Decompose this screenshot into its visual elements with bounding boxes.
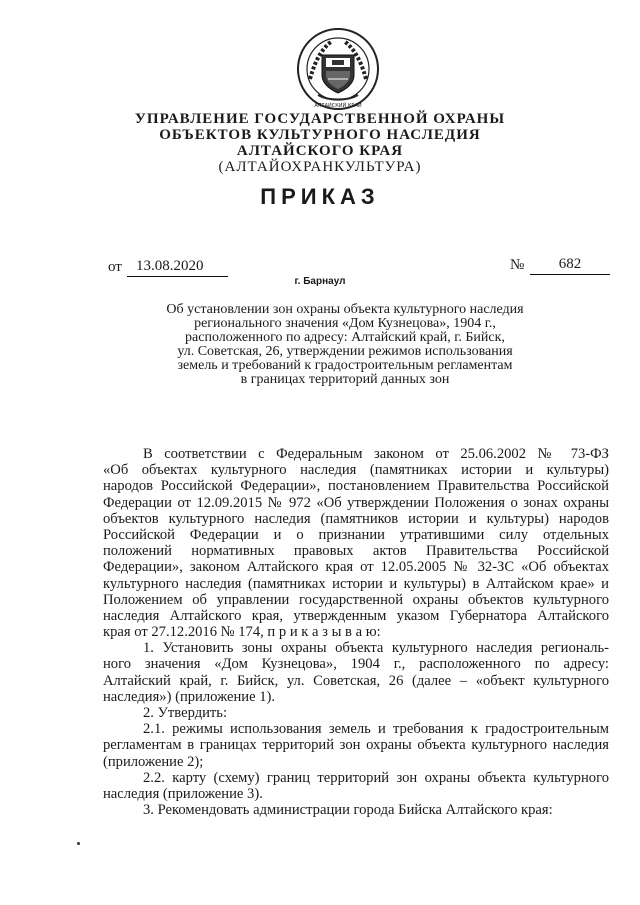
subject-line: Об установлении зон охраны объекта культурного наследия (166, 302, 524, 317)
body-line: Федерации», законом Алтайского края от 12.05.2005 № 32-ЗС «Об объектах (103, 559, 609, 576)
date-label: от (108, 259, 122, 275)
body-line: 2. Утвердить: (143, 705, 228, 721)
subject-line: земель и требований к градостроительным регламентам (177, 358, 513, 373)
body-line: наследия Алтайского края, утвержденным указом Губернатора Алтайского (103, 607, 609, 624)
subject-line: расположенного по адресу: Алтайский край, г. Бийск, (185, 330, 505, 345)
body-line: Алтайский край, г. Бийск, ул. Советская, 26 (далее – «объект культурного (103, 672, 609, 689)
body-line: В соответствии с Федеральным законом от 25.06.2002 № 73-ФЗ (143, 446, 609, 462)
document-subject (150, 303, 540, 387)
body-line: народов Российской Федерации», постановлением Правительства Российской (103, 478, 609, 495)
coat-of-arms-icon (296, 27, 380, 111)
body-line: Федерации от 12.09.2015 № 972 «Об утверждении Положения о зонах охраны (103, 494, 609, 511)
body-line: положений нормативных правовых актов Правительства Российской (103, 543, 609, 560)
body-line: Положением об управлении государственной охраны объектов культурного (103, 591, 609, 608)
body-line: регламентам в границах территорий зон охраны объекта культурного наследия (103, 737, 609, 754)
body-line: «Об объектах культурного наследия (памятниках истории и культуры) (103, 462, 609, 479)
body-line: культурного наследия (памятниках истории и культуры) в Алтайском крае» и (103, 575, 609, 592)
subject-line: в границах территорий данных зон (240, 372, 450, 387)
body-line: 3. Рекомендовать администрации города Бийска Алтайского края: (143, 802, 553, 819)
org-name-short: (АЛТАЙОХРАНКУЛЬТУРА) (218, 159, 422, 175)
body-line: 2.1. режимы использования земель и требования к градостроительным (143, 721, 609, 738)
document-body (103, 446, 609, 818)
org-name-line-1: УПРАВЛЕНИЕ ГОСУДАРСТВЕННОЙ ОХРАНЫ (134, 111, 506, 127)
body-line: наследия») (приложение 1). (103, 688, 275, 705)
subject-line: регионального значения «Дом Кузнецова», 1904 г., (194, 316, 496, 331)
city: г. Барнаул (294, 276, 346, 287)
body-line: объектов культурного наследия (памятников истории и культуры) народов (103, 510, 609, 527)
body-line: 2.2. карту (схему) границ территорий зон охраны объекта культурного (143, 769, 609, 786)
subject-line: ул. Советская, 26, утверждении режимов использования (177, 344, 513, 359)
document-title: ПРИКАЗ (260, 184, 380, 209)
svg-text:АЛТАЙСКИЙ КРАЙ: АЛТАЙСКИЙ КРАЙ (314, 103, 362, 109)
body-line: наследия (приложение 3). (103, 785, 263, 802)
number-label: № (510, 257, 525, 273)
scan-speck (77, 842, 80, 845)
body-line: края от 27.12.2016 № 174, п р и к а з ы в а ю: (103, 624, 381, 641)
org-name-line-3: АЛТАЙСКОГО КРАЯ (236, 143, 404, 159)
body-line: ного значения «Дом Кузнецова», 1904 г., расположенного по адресу: (103, 656, 609, 673)
body-line: Российской Федерации и о признании утратившими силу отдельных (103, 526, 609, 543)
document-number: 682 (530, 256, 610, 275)
body-line: (приложение 2); (103, 753, 204, 770)
body-line: 1. Установить зоны охраны объекта культурного наследия региональ- (143, 640, 609, 657)
document-date: 13.08.2020 (127, 258, 228, 277)
org-name-line-2: ОБЪЕКТОВ КУЛЬТУРНОГО НАСЛЕДИЯ (159, 127, 481, 143)
